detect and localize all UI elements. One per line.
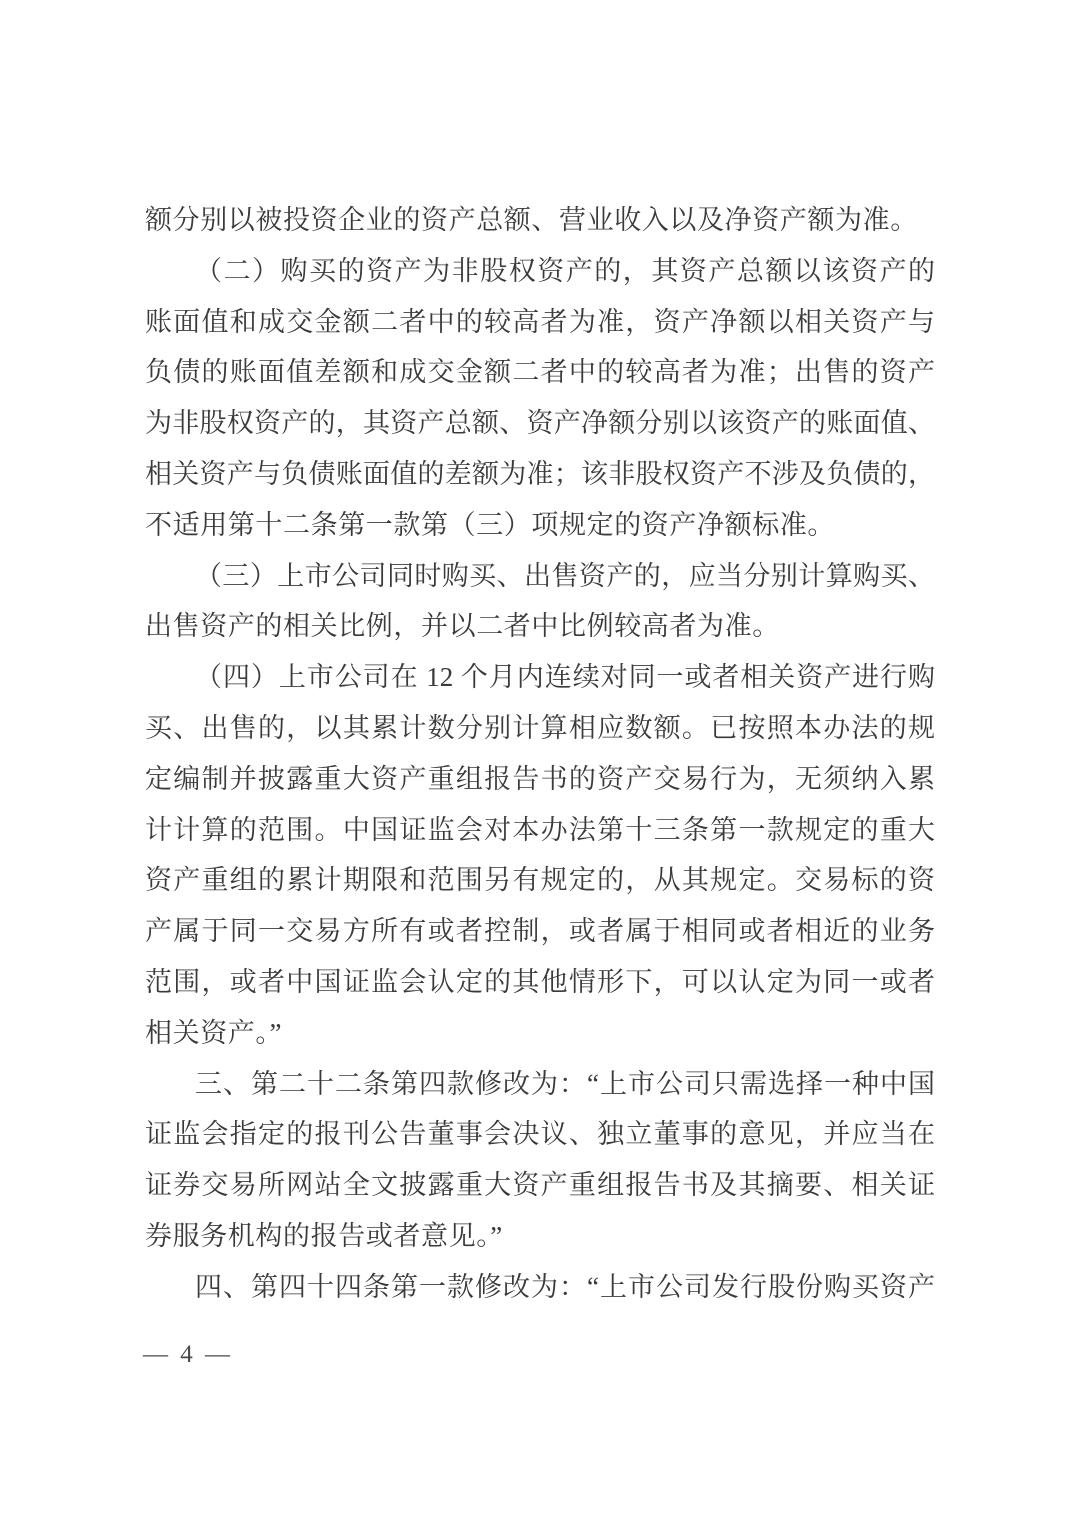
document-body — [145, 195, 935, 1313]
text-line: 证券交易所网站全文披露重大资产重组报告书及其摘要、相关证 — [145, 1170, 935, 1201]
text-line: 资产重组的累计期限和范围另有规定的，从其规定。交易标的资 — [145, 865, 935, 896]
text-line: 相关资产。” — [145, 1017, 283, 1048]
text-line: 账面值和成交金额二者中的较高者为准，资产净额以相关资产与 — [145, 306, 935, 337]
text-line: （二）购买的资产为非股权资产的，其资产总额以该资产的 — [195, 255, 935, 286]
text-line: 四、第四十四条第一款修改为：“上市公司发行股份购买资产 — [195, 1271, 935, 1302]
text-line: 计计算的范围。中国证监会对本办法第十三条第一款规定的重大 — [145, 814, 935, 845]
text-line: 不适用第十二条第一款第（三）项规定的资产净额标准。 — [145, 509, 835, 540]
text-line: 三、第二十二条第四款修改为：“上市公司只需选择一种中国 — [195, 1068, 935, 1099]
text-line: 额分别以被投资企业的资产总额、营业收入以及净资产额为准。 — [145, 205, 918, 235]
text-line: 负债的账面值差额和成交金额二者中的较高者为准；出售的资产 — [145, 357, 935, 388]
text-line: 券服务机构的报告或者意见。” — [145, 1220, 503, 1251]
text-line: 证监会指定的报刊公告董事会决议、独立董事的意见，并应当在 — [145, 1119, 935, 1150]
text-line: 为非股权资产的，其资产总额、资产净额分别以该资产的账面值、 — [145, 408, 935, 439]
text-line: 产属于同一交易方所有或者控制，或者属于相同或者相近的业务 — [145, 916, 935, 947]
text-line: 定编制并披露重大资产重组报告书的资产交易行为，无须纳入累 — [145, 763, 935, 794]
text-line: （四）上市公司在 12 个月内连续对同一或者相关资产进行购 — [195, 662, 935, 693]
text-line: 出售资产的相关比例，并以二者中比例较高者为准。 — [145, 611, 780, 642]
text-line: 相关资产与负债账面值的差额为准；该非股权资产不涉及负债的， — [145, 458, 935, 489]
text-line: 买、出售的，以其累计数分别计算相应数额。已按照本办法的规 — [145, 712, 935, 743]
text-line: （三）上市公司同时购买、出售资产的，应当分别计算购买、 — [195, 560, 935, 591]
text-line: 范围，或者中国证监会认定的其他情形下，可以认定为同一或者 — [145, 966, 935, 997]
page-number: — 4 — — [143, 1341, 233, 1368]
